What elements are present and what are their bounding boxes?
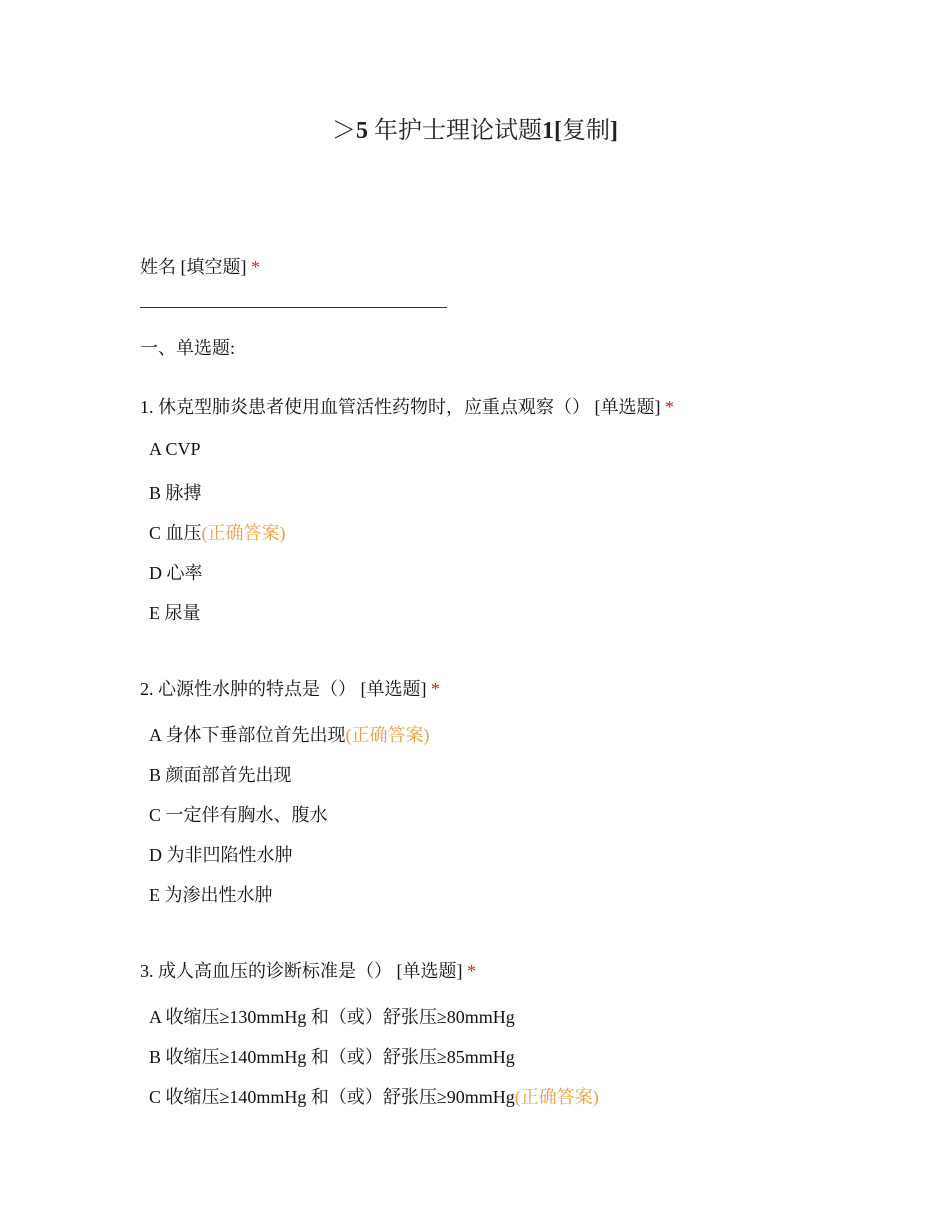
question-1-option-c[interactable] [149, 519, 286, 545]
title-bracket-open: [ [554, 118, 562, 144]
title-bracket-close: ] [610, 118, 618, 144]
title-number: 5 [356, 118, 368, 144]
question-1-text: 1. 休克型肺炎患者使用血管活性药物时，应重点观察（） [单选题] [140, 397, 661, 417]
name-question [140, 253, 260, 279]
title-middle: 年护士理论试题 [374, 118, 542, 144]
required-mark: * [665, 397, 674, 417]
correct-answer-tag: (正确答案) [345, 725, 430, 745]
correct-answer-tag: (正确答案) [201, 523, 286, 543]
question-2-option-e[interactable]: E 为渗出性水肿 [149, 885, 273, 905]
question-3 [140, 957, 476, 983]
question-2-text: 2. 心源性水肿的特点是（） [单选题] [140, 679, 427, 699]
title-number-2: 1 [542, 118, 554, 144]
question-2-option-c[interactable]: C 一定伴有胸水、腹水 [149, 805, 328, 825]
question-2-option-d[interactable]: D 为非凹陷性水肿 [149, 845, 293, 865]
option-label: C 血压 [149, 523, 202, 543]
question-1-option-d[interactable]: D 心率 [149, 563, 203, 583]
question-3-option-b[interactable]: B 收缩压≥140mmHg 和（或）舒张压≥85mmHg [149, 1047, 515, 1067]
required-mark: * [467, 961, 476, 981]
question-2-option-b[interactable]: B 颜面部首先出现 [149, 765, 292, 785]
section-heading: 一、单选题: [140, 338, 236, 358]
question-1-option-e[interactable]: E 尿量 [149, 603, 201, 623]
name-answer-blank[interactable] [140, 307, 447, 308]
correct-answer-tag: (正确答案) [514, 1087, 599, 1107]
question-1-option-a[interactable]: A CVP [149, 439, 201, 459]
required-mark: * [251, 257, 260, 277]
question-3-option-c[interactable] [149, 1083, 599, 1109]
question-1-option-b[interactable]: B 脉搏 [149, 483, 202, 503]
option-label: C 收缩压≥140mmHg 和（或）舒张压≥90mmHg [149, 1087, 515, 1107]
name-question-label: 姓名 [填空题] [140, 257, 247, 277]
question-1 [140, 393, 674, 419]
option-label: A 身体下垂部位首先出现 [149, 725, 346, 745]
title-prefix: ＞ [332, 118, 356, 144]
question-2 [140, 675, 440, 701]
page-title [0, 110, 950, 145]
required-mark: * [431, 679, 440, 699]
question-2-option-a[interactable] [149, 721, 430, 747]
question-3-text: 3. 成人高血压的诊断标准是（） [单选题] [140, 961, 463, 981]
question-3-option-a[interactable]: A 收缩压≥130mmHg 和（或）舒张压≥80mmHg [149, 1007, 515, 1027]
title-suffix: 复制 [562, 118, 610, 144]
